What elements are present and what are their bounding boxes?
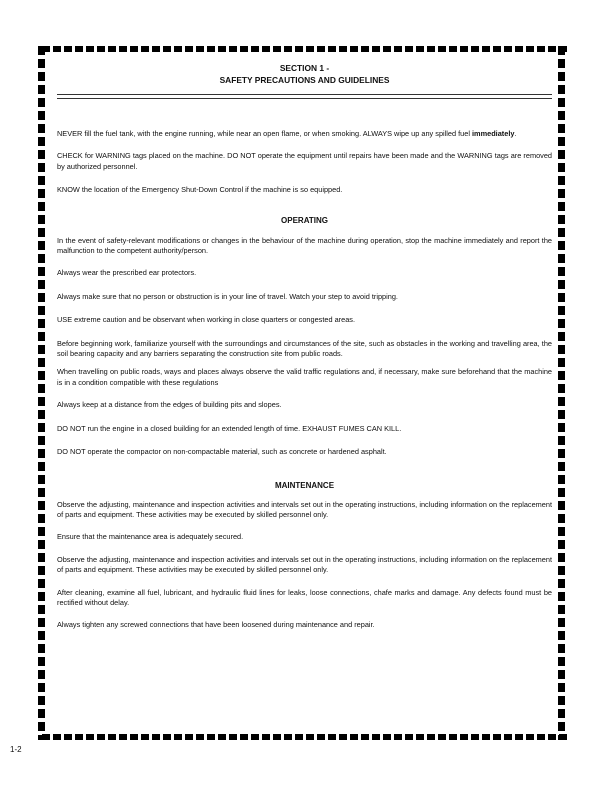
frame-border-bottom xyxy=(42,734,568,740)
operating-item: Always keep at a distance from the edges of building pits and slopes. xyxy=(57,400,282,410)
maintenance-item: Always tighten any screwed connections that have been loosened during maintenance and repair. xyxy=(57,620,375,630)
operating-item: DO NOT operate the compactor on non-compactable material, such as concrete or hardened asphalt. xyxy=(57,447,387,457)
operating-item: In the event of safety-relevant modifications or changes in the behaviour of the machine during operation, stop the machine immediately and report the malfunction to the competent authority/person. xyxy=(57,235,552,256)
operating-item: Always wear the prescribed ear protectors. xyxy=(57,268,197,278)
maintenance-heading: MAINTENANCE xyxy=(274,480,335,490)
maintenance-item: Observe the adjusting, maintenance and inspection activities and intervals set out in the operating instructions, including information on the replacement of parts and equipment. These activities may be executed by skilled personnel only. xyxy=(57,499,552,519)
maintenance-item: After cleaning, examine all fuel, lubricant, and hydraulic fluid lines for leaks, loose connections, chafe marks and damage. Any defects found must be rectified without delay. xyxy=(57,587,552,607)
general-paragraph: CHECK for WARNING tags placed on the machine. DO NOT operate the equipment until repairs have been made and the WARNING tags are removed by authorized personnel. xyxy=(57,151,552,171)
frame-border-right xyxy=(558,46,565,740)
section-number: SECTION 1 - xyxy=(279,63,330,73)
maintenance-item: Ensure that the maintenance area is adequately secured. xyxy=(57,532,244,542)
maintenance-item: Observe the adjusting, maintenance and inspection activities and intervals set out in the operating instructions, including information on the replacement of parts and equipment. These activities may be executed by skilled personnel only. xyxy=(57,554,552,575)
section-title xyxy=(57,62,552,86)
frame-border-top xyxy=(42,46,568,52)
section-heading: SAFETY PRECAUTIONS AND GUIDELINES xyxy=(219,75,390,85)
emphasis-immediately: immediately xyxy=(472,129,515,138)
operating-item: DO NOT run the engine in a closed building for an extended length of time. EXHAUST FUMES CAN KILL. xyxy=(57,423,402,433)
page-number: 1-2 xyxy=(10,745,22,754)
frame-border-left xyxy=(38,46,45,740)
operating-heading: OPERATING xyxy=(281,215,328,225)
operating-item: Before beginning work, familiarize yourself with the surroundings and circumstances of the site, such as obstacles in the working and travelling area, the soil bearing capacity and any barriers separating the construction site from public roads. xyxy=(57,338,552,359)
operating-item: When travelling on public roads, ways and places always observe the valid traffic regulations and, if necessary, make sure beforehand that the machine is in a condition compatible with these regulations xyxy=(57,367,552,387)
general-paragraph: KNOW the location of the Emergency Shut-Down Control if the machine is so equipped. xyxy=(57,185,343,195)
operating-item: Always make sure that no person or obstruction is in your line of travel. Watch your step to avoid tripping. xyxy=(57,291,398,301)
general-paragraph: NEVER fill the fuel tank, with the engine running, while near an open flame, or when smoking. ALWAYS wipe up any spilled fuel immediately. xyxy=(57,129,517,138)
page-content xyxy=(57,62,552,631)
title-double-rule xyxy=(57,94,552,99)
operating-item: USE extreme caution and be observant when working in close quarters or congested areas. xyxy=(57,315,355,325)
